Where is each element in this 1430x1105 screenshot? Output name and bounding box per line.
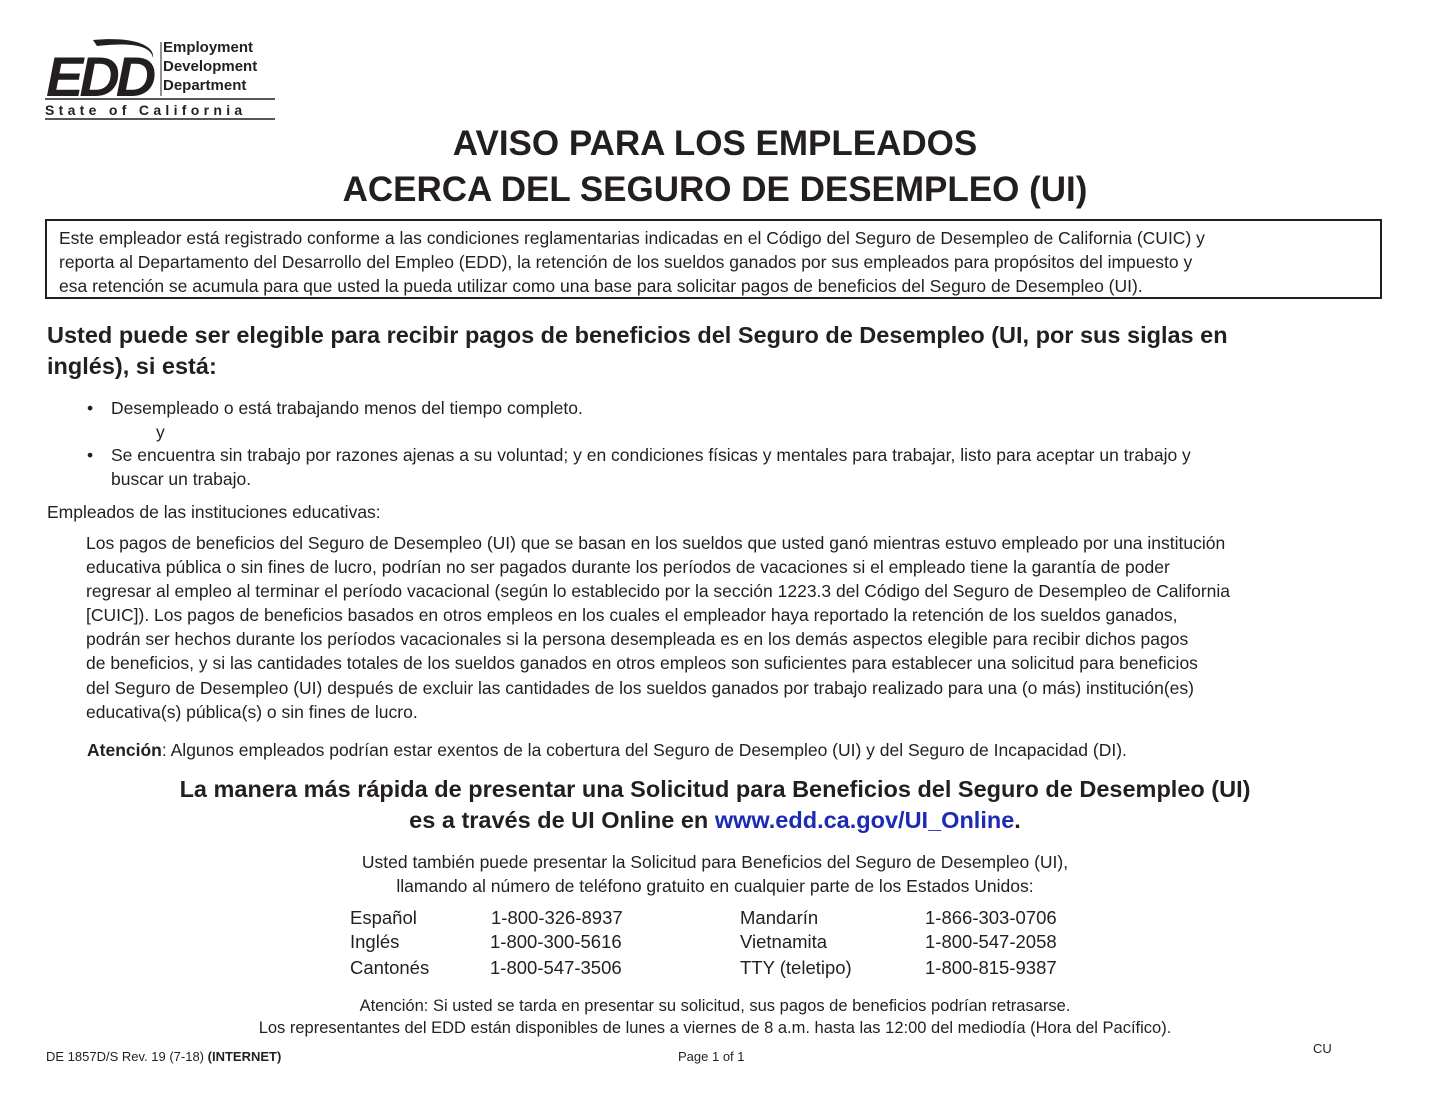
phone-intro-line-1: Usted también puede presentar la Solicitud para Beneficios del Seguro de Desempleo (UI), (361, 852, 1069, 872)
education-line: podrán ser hechos durante los períodos vacacionales si la persona desempleada es en los demás aspectos elegible para recibir dichos pagos (86, 629, 1189, 650)
education-line: regresar al empleo al terminar el período vacacional (según lo establecido por la sección 1223.3 del Código del Seguro de Desempleo de California (86, 581, 1231, 602)
form-number (46, 1048, 281, 1066)
form-number-text: DE 1857D/S Rev. 19 (7-18) (46, 1049, 208, 1064)
phone-language: Vietnamita (740, 931, 828, 952)
bullet-able-to-work (111, 443, 1351, 491)
intro-line-1: Este empleador está registrado conforme a las condiciones reglamentarias indicadas en el Código del Seguro de Desempleo de California (CUIC) y (59, 228, 1205, 248)
intro-line-2: reporta al Departamento del Desarrollo del Empleo (EDD), la retención de los sueldos ganados por sus empleados para propósitos del impuesto y (59, 252, 1193, 272)
footer-code: CU (1313, 1041, 1332, 1056)
bullet-marker: • (87, 398, 94, 418)
education-line: Los pagos de beneficios del Seguro de Desempleo (UI) que se basan en los sueldos que usted ganó mientras estuvo empleado por una institución (86, 533, 1226, 553)
bullet-able-line-2: buscar un trabajo. (111, 469, 252, 489)
phone-language: Español (350, 907, 417, 928)
bullet-connector: y (156, 422, 165, 442)
form-number-bold: (INTERNET) (207, 1049, 282, 1064)
online-heading-line-1: La manera más rápida de presentar una Solicitud para Beneficios del Seguro de Desempleo (UI) (179, 776, 1251, 802)
education-line: [CUIC]). Los pagos de beneficios basados en otros empleos en los cuales el empleador haya reportado la retención de los sueldos ganados, (86, 605, 1178, 626)
logo-state: State of California (45, 102, 247, 118)
phone-number: 1-800-815-9387 (925, 957, 1057, 978)
phone-number: 1-800-300-5616 (490, 931, 622, 952)
education-line: educativa(s) pública(s) o sin fines de lucro. (86, 701, 418, 722)
title-line-1: AVISO PARA LOS EMPLEADOS (452, 124, 978, 163)
intro-line-3: esa retención se acumula para que usted la pueda utilizar como una base para solicitar pagos de beneficios del Seguro de Desempleo (UI). (59, 276, 1143, 296)
online-suffix: . (1014, 807, 1021, 833)
education-line: de beneficios, y si las cantidades totales de los sueldos ganados en otros empleos son suficientes para establecer una solicitud para beneficios (86, 653, 1198, 674)
ui-online-link[interactable]: www.edd.ca.gov/UI_Online (714, 807, 1015, 833)
online-prefix: es a través de UI Online en (409, 807, 715, 833)
phone-language: TTY (teletipo) (740, 957, 852, 978)
education-heading: Empleados de las instituciones educativas: (47, 502, 381, 522)
online-heading-line-2 (0, 805, 1430, 836)
phone-number: 1-866-303-0706 (925, 907, 1057, 928)
logo-line-employment: Employment (163, 39, 254, 56)
eligibility-heading (47, 320, 1387, 382)
phone-language: Mandarín (740, 907, 819, 928)
eligibility-heading-line-1: Usted puede ser elegible para recibir pagos de beneficios del Seguro de Desempleo (UI, por sus siglas en (47, 322, 1228, 348)
bullet-able-line-1: Se encuentra sin trabajo por razones ajenas a su voluntad; y en condiciones físicas y mentales para trabajar, listo para aceptar un trabajo y (111, 445, 1191, 465)
logo-line-development: Development (163, 58, 258, 75)
hours-note: Los representantes del EDD están disponibles de lunes a viernes de 8 a.m. hasta las 12:00 del mediodía (Hora del Pacífico). (258, 1019, 1172, 1037)
phone-language: Inglés (350, 931, 400, 952)
phone-intro-line-2: llamando al número de teléfono gratuito en cualquier parte de los Estados Unidos: (396, 876, 1034, 896)
logo-line-department: Department (163, 77, 247, 94)
phone-number: 1-800-326-8937 (491, 907, 623, 928)
bullet-marker: • (87, 445, 94, 465)
phone-number: 1-800-547-2058 (925, 931, 1057, 952)
education-line: educativa pública o sin fines de lucro, podrían no ser pagados durante los períodos de vacaciones si el empleado tiene la garantía de poder (86, 557, 1170, 578)
attention-note (87, 738, 1407, 762)
bullet-unemployed: Desempleado o está trabajando menos del tiempo completo. (111, 398, 583, 418)
title-line-2: ACERCA DEL SEGURO DE DESEMPLEO (UI) (342, 170, 1088, 209)
eligibility-heading-line-2: inglés), si está: (47, 353, 217, 379)
delay-note: Atención: Si usted se tarda en presentar su solicitud, sus pagos de beneficios podrían retrasarse. (359, 997, 1071, 1015)
edd-logo (45, 38, 277, 122)
education-line: del Seguro de Desempleo (UI) después de excluir las cantidades de los sueldos ganados por trabajo realizado para una (o más) institución(es) (86, 677, 1194, 698)
page-number: Page 1 of 1 (678, 1049, 745, 1064)
logo-mark: EDD (46, 45, 153, 108)
attention-label: Atención (87, 740, 162, 760)
phone-language: Cantonés (350, 957, 430, 978)
education-paragraph (86, 531, 1396, 724)
intro-box (45, 219, 1382, 299)
phone-number: 1-800-547-3506 (490, 957, 622, 978)
attention-text: : Algunos empleados podrían estar exentos de la cobertura del Seguro de Desempleo (UI) y del Seguro de Incapacidad (DI). (161, 740, 1127, 760)
